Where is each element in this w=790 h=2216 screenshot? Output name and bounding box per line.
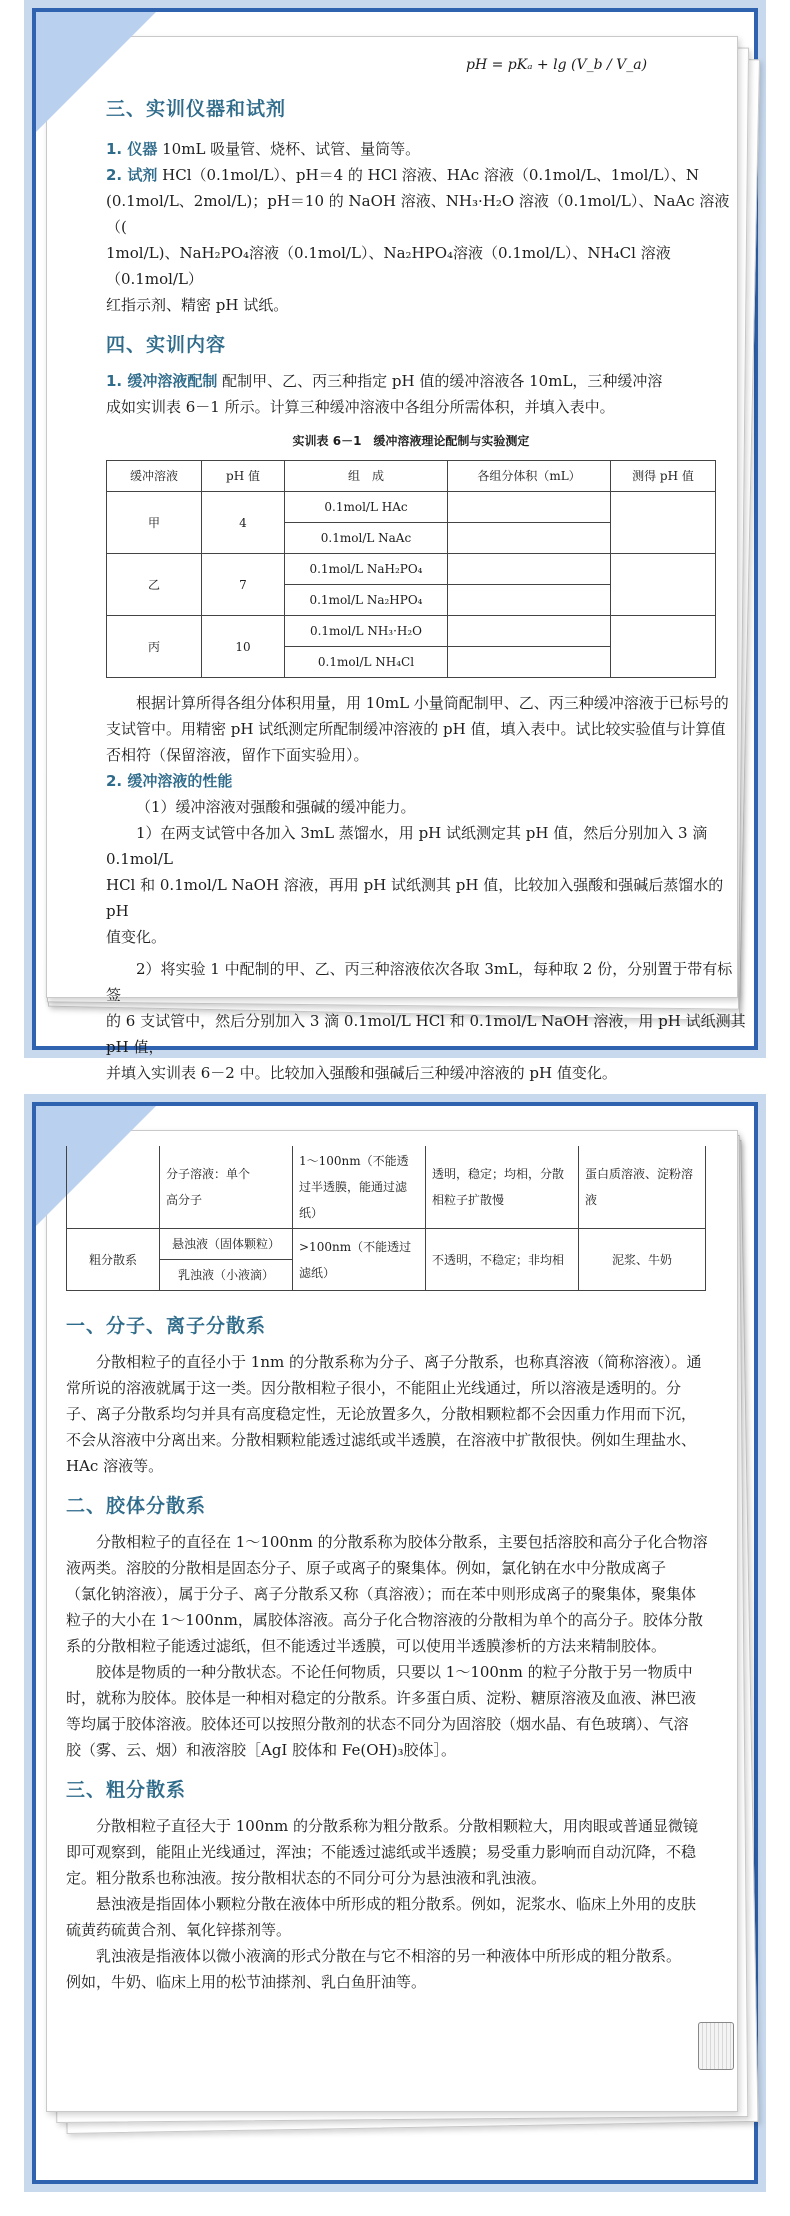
page-panel-1 [24,0,766,1082]
table-cell: 7 [202,554,285,616]
table-cell: 0.1mol/L Na₂HPO₄ [285,585,448,616]
body-text: 即可观察到，能阻止光线通过，浑浊；不能透过滤纸或半透膜；易受重力影响而自动沉降，不稳 [66,1843,697,1861]
body-text: 定。粗分散系也称浊液。按分散相状态的不同分可分为悬浊液和乳浊液。 [66,1869,547,1887]
table-cell [448,585,611,616]
section-title-molecular: 一、分子、离子分散系 [66,1315,267,1337]
body-text: 等均属于胶体溶液。胶体还可以按照分散剂的状态不同分为固溶胶（烟水晶、有色玻璃）、气溶 [66,1715,689,1733]
body-text: 支试管中。用精密 pH 试纸测定所配制缓冲溶液的 pH 值，填入表中。试比较实验值与计算值 [106,720,726,738]
table-cell: 粗分散系 [67,1229,160,1291]
body-text: 系的分散相粒子能透过滤纸，但不能透过半透膜，可以使用半透膜渗析的方法来精制胶体。 [66,1637,667,1655]
buffer-text: 成如实训表 6－1 所示。计算三种缓冲溶液中各组分所需体积，并填入表中。 [106,398,615,416]
body-text: HAc 溶液等。 [66,1457,164,1475]
table-header: 组 成 [285,461,448,492]
body-text: 时，就称为胶体。胶体是一种相对稳定的分散系。许多蛋白质、淀粉、糖原溶液及血液、淋巴液 [66,1689,697,1707]
table-cell: 分子溶液：单个 高分子 [160,1146,293,1229]
table-caption: 实训表 6－1 缓冲溶液理论配制与实验测定 [292,434,530,448]
table-cell [67,1146,160,1229]
body-text: 1）在两支试管中各加入 3mL 蒸馏水，用 pH 试纸测定其 pH 值，然后分别加入 3 滴0.1mol/L [106,824,708,868]
reagents-label: 2. 试剂 [106,166,158,184]
table-cell [611,616,716,678]
dispersion-table [66,1146,706,1291]
body-text: 常所说的溶液就属于这一类。因分散相粒子很小，不能阻止光线通过，所以溶液是透明的。分 [66,1379,682,1397]
formula: pH = pKₐ + lg (V_b / V_a) [466,57,648,73]
table-cell [611,554,716,616]
table-cell: 不透明，不稳定；非均相 [426,1229,579,1291]
book-edge-icon [698,2022,734,2070]
table-cell: 透明，稳定；均相，分散相粒子扩散慢 [426,1146,579,1229]
body-text: 粒子的大小在 1～100nm，属胶体溶液。高分子化合物溶液的分散相为单个的高分子。胶体分散 [66,1611,703,1629]
table-cell: 0.1mol/L NH₄Cl [285,647,448,678]
document-page-2 [66,1146,736,2106]
table-cell: 悬浊液（固体颗粒） [160,1229,293,1260]
table-header: 缓冲溶液 [107,461,202,492]
table-header: 各组分体积（mL） [448,461,611,492]
body-text: 并填入实训表 6－2 中。比较加入强酸和强碱后三种缓冲溶液的 pH 值变化。 [106,1064,617,1082]
section-title-colloid: 二、胶体分散系 [66,1495,207,1517]
table-cell [611,492,716,554]
table-cell [448,523,611,554]
body-text: 2）将实验 1 中配制的甲、乙、丙三种溶液依次各取 3mL，每种取 2 份，分别置于带有标签 [106,960,733,1004]
page-frame-1 [32,8,758,1082]
table-cell: 乙 [107,554,202,616]
body-text: 根据计算所得各组分体积用量，用 10mL 小量筒配制甲、乙、丙三种缓冲溶液于已标号的 [136,694,729,712]
body-text: 胶（雾、云、烟）和液溶胶［AgI 胶体和 Fe(OH)₃胶体］。 [66,1741,456,1759]
document-page-1 [86,52,746,1082]
table-cell: 10 [202,616,285,678]
body-text: 的 6 支试管中，然后分别加入 3 滴 0.1mol/L HCl 和 0.1mol/L NaOH 溶液，用 pH 试纸测其 pH 值， [106,1012,746,1056]
table-cell: 1～100nm（不能透过半透膜，能通过滤纸） [293,1146,426,1229]
instruments-text: 10mL 吸量管、烧杯、试管、量筒等。 [162,140,421,158]
table-cell: 0.1mol/L NaH₂PO₄ [285,554,448,585]
reagents-text: 1mol/L)、NaH₂PO₄溶液（0.1mol/L）、Na₂HPO₄溶液（0.1mol/L）、NH₄Cl 溶液（0.1mol/L） [106,244,671,288]
body-text: 胶体是物质的一种分散状态。不论任何物质，只要以 1～100nm 的粒子分散于另一物质中 [96,1663,693,1681]
table-row [107,492,716,523]
reagents-text: 红指示剂、精密 pH 试纸。 [106,296,289,314]
body-text: 悬浊液是指固体小颗粒分散在液体中所形成的粗分散系。例如，泥浆水、临床上外用的皮肤 [96,1895,697,1913]
reagents-text: (0.1mol/L、2mol/L)；pH＝10 的 NaOH 溶液、NH₃·H₂O 溶液（0.1mol/L）、NaAc 溶液（( [106,192,730,236]
table-cell: 0.1mol/L HAc [285,492,448,523]
body-text: 不会从溶液中分离出来。分散相颗粒能透过滤纸或半透膜，在溶液中扩散很快。例如生理盐水、 [66,1431,697,1449]
body-text: 液两类。溶胶的分散相是固态分子、原子或离子的聚集体。例如，氯化钠在水中分散成离子 [66,1559,667,1577]
table-header: 测得 pH 值 [611,461,716,492]
body-text: 例如，牛奶、临床上用的松节油搽剂、乳白鱼肝油等。 [66,1973,427,1991]
table-cell [448,554,611,585]
table-cell [448,616,611,647]
table-cell [448,647,611,678]
buffer-label: 1. 缓冲溶液配制 [106,372,218,390]
body-text: 值变化。 [106,928,167,946]
table-header: pH 值 [202,461,285,492]
page-frame-2 [32,1102,758,2184]
table-row [67,1229,706,1260]
body-text: （1）缓冲溶液对强酸和强碱的缓冲能力。 [136,798,416,816]
table-cell: 4 [202,492,285,554]
body-text: 硫黄药硫黄合剂、氧化锌搽剂等。 [66,1921,292,1939]
table-cell: 乳浊液（小液滴） [160,1260,293,1291]
reagents-text: HCl（0.1mol/L）、pH＝4 的 HCl 溶液、HAc 溶液（0.1mol/L、1mol/L）、N [162,166,700,184]
table-cell: 甲 [107,492,202,554]
body-text: 分散相粒子直径大于 100nm 的分散系称为粗分散系。分散相颗粒大，用肉眼或普通显微镜 [96,1817,699,1835]
body-text: HCl 和 0.1mol/L NaOH 溶液，再用 pH 试纸测其 pH 值，比较加入强酸和强碱后蒸馏水的 pH [106,876,724,920]
section-title-coarse: 三、粗分散系 [66,1779,187,1801]
table-cell: 0.1mol/L NaAc [285,523,448,554]
section-title-content: 四、实训内容 [106,334,227,356]
body-text: （氯化钠溶液），属于分子、离子分散系又称（真溶液）；而在苯中则形成离子的聚集体，聚集体 [66,1585,697,1603]
buffer-table [106,460,716,678]
table-row [107,616,716,647]
table-cell [448,492,611,523]
instruments-label: 1. 仪器 [106,140,158,158]
body-text: 分散相粒子的直径小于 1nm 的分散系称为分子、离子分散系，也称真溶液（简称溶液）。通 [96,1353,702,1371]
body-text: 乳浊液是指液体以微小液滴的形式分散在与它不相溶的另一种液体中所形成的粗分散系。 [96,1947,682,1965]
properties-label: 2. 缓冲溶液的性能 [106,772,233,790]
page-panel-2 [24,1094,766,2192]
table-cell: >100nm（不能透过滤纸） [293,1229,426,1291]
table-row [67,1146,706,1229]
table-cell: 丙 [107,616,202,678]
table-cell: 泥浆、牛奶 [579,1229,706,1291]
section-title-instruments: 三、实训仪器和试剂 [106,98,287,120]
table-header-row [107,461,716,492]
body-text: 子、离子分散系均匀并具有高度稳定性，无论放置多久，分散相颗粒都不会因重力作用而下沉， [66,1405,697,1423]
table-row [107,554,716,585]
body-text: 分散相粒子的直径在 1～100nm 的分散系称为胶体分散系，主要包括溶胶和高分子化合物溶 [96,1533,708,1551]
table-cell: 0.1mol/L NH₃·H₂O [285,616,448,647]
table-cell: 蛋白质溶液、淀粉溶液 [579,1146,706,1229]
body-text: 否相符（保留溶液，留作下面实验用）。 [106,746,369,764]
buffer-text: 配制甲、乙、丙三种指定 pH 值的缓冲溶液各 10mL，三种缓冲溶 [222,372,663,390]
